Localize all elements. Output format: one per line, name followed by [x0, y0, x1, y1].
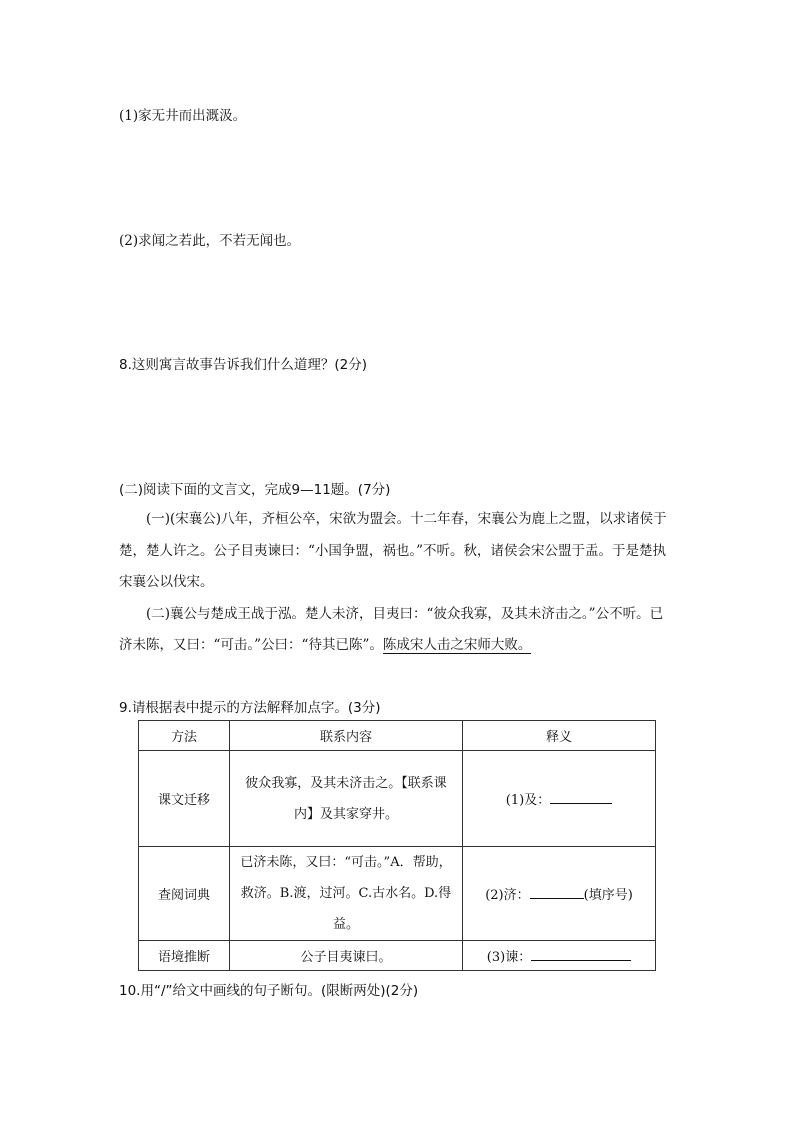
table-row — [139, 751, 656, 847]
header-meaning: 释义 — [463, 721, 656, 751]
passage-paragraph-2-text: (二)襄公与楚成王战于泓。楚人未济，目夷曰：“彼众我寡，及其未济击之。”公不听。已济未陈，又曰：“可击。”公曰：“待其已陈”。 — [119, 605, 664, 653]
row-2-method: 查阅词典 — [139, 847, 230, 941]
row-1-content — [230, 751, 463, 847]
passage-paragraph-2 — [119, 599, 671, 662]
question-9-table — [138, 720, 656, 971]
answer-blank-1[interactable] — [550, 791, 612, 804]
row-1-answer — [463, 751, 656, 847]
underlined-sentence: 陈成宋人击之宋师大败。 — [382, 637, 532, 653]
question-9: 9.请根据表中提示的方法解释加点字。(3分) — [119, 700, 381, 716]
question-8: 8.这则寓言故事告诉我们什么道理？(2分) — [119, 357, 368, 373]
row-1-method: 课文迁移 — [139, 751, 230, 847]
row-1-content-text: 彼众我寡，及其未济击之。【联系课内】及其家穿井。 — [245, 775, 447, 822]
row-3-content: 公子目夷谏曰。 — [230, 941, 463, 971]
table-row — [139, 941, 656, 971]
row-3-answer — [463, 941, 656, 971]
q7-item-1: (1)家无井而出溉汲。 — [119, 108, 247, 124]
section-2-heading: (二)阅读下面的文言文，完成9—11题。(7分) — [119, 482, 391, 498]
question-10: 10.用“/”给文中画线的句子断句。(限断两处)(2分) — [119, 983, 419, 999]
row-2-content-text: 已济未陈，又曰：“可击。”A．帮助，救济。B.渡，过河。C.古水名。D.得益。 — [240, 855, 452, 932]
answer-blank-3[interactable] — [531, 948, 631, 961]
classical-passage — [119, 504, 671, 662]
row-2-answer-suffix: (填序号) — [583, 888, 633, 903]
table-header-row — [139, 721, 656, 751]
answer-blank-2[interactable] — [530, 886, 584, 899]
row-1-answer-label: (1)及： — [505, 793, 551, 808]
row-2-answer — [463, 847, 656, 941]
table-row — [139, 847, 656, 941]
row-3-method: 语境推断 — [139, 941, 230, 971]
row-3-answer-label: (3)谏： — [486, 950, 532, 965]
q7-item-2: (2)求闻之若此，不若无闻也。 — [119, 233, 301, 249]
header-method: 方法 — [139, 721, 230, 751]
row-2-answer-label: (2)济： — [485, 888, 530, 903]
passage-paragraph-1: (一)(宋襄公)八年，齐桓公卒，宋欲为盟会。十二年春，宋襄公为鹿上之盟，以求诸侯于楚，楚人许之。公子目夷谏曰：“小国争盟，祸也。”不听。秋，诸侯会宋公盟于盂。于是楚执宋襄公以伐宋。 — [119, 511, 667, 590]
row-2-content — [230, 847, 463, 941]
header-content: 联系内容 — [230, 721, 463, 751]
